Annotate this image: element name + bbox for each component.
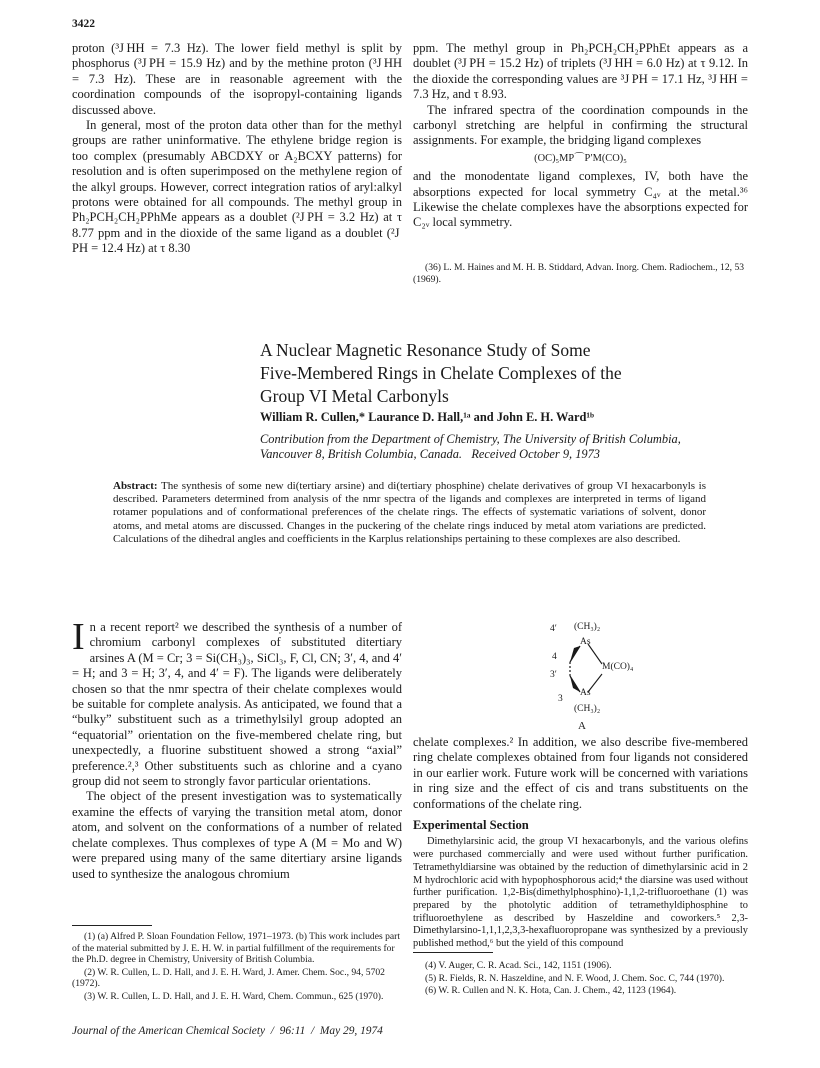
arsenic-label: As bbox=[580, 688, 591, 698]
footnote: (6) W. R. Cullen and N. K. Hota, Can. J. Chem., 42, 1123 (1964). bbox=[425, 985, 677, 996]
paragraph-text: n a recent report² we described the synthesis of a number of chromium carbonyl complexes of substituted ditertiary arsines A (M = Cr; 3 = Si(CH₃)₃, SiCl₃, F, Cl, CN; 3′, 4, and 4′ = H; and 3 = H; 3′, 4, and 4′ = F). The ligands were deliberately chosen so that the nmr spectra of their chelate complexes would be suitable for complete analysis. As anticipated, we found that a “bulky” substituent such as a trimethylsilyl group adopted an “equatorial” orientation on the five-membered chelate ring, but unexpectedly, a fluorine substituent showed a strong “axial” preference.²,³ Other substituents such as chlorine and a cyano group did not seem to strongly favor particular orientations. bbox=[72, 620, 402, 789]
paragraph: Dimethylarsinic acid, the group VI hexacarbonyls, and the various olefins were purchased commercially and were used without further purification. Tetramethyldiarsine was obtained by the reduction of dimethylarsinic acid in 2 M hydrochloric acid with hypophosphorous acid;⁴ the diarsine was used without further purification. 1,2-Bis(dimethylphosphino)-1,1,2-trifluoroethane (1) was prepared by the photolytic addition of tetramethyldiphosphine to trifluoroethylene as described by Haszeldine and coworkers.⁵ 2,3-Dimethylarsino-1,1,1,2,3,3-hexafluoropropane was synthesized by a previously published method,⁶ but the yield of this compound bbox=[413, 836, 748, 950]
methyl-group-label: (CH₃)₂ bbox=[574, 704, 601, 714]
footnotes-left bbox=[72, 931, 402, 1003]
affiliation bbox=[260, 432, 748, 462]
abstract bbox=[113, 480, 706, 546]
paragraph: ppm. The methyl group in Ph₂PCH₂CH₂PPhEt appears as a doublet (³J PH = 15.2 Hz) of triplets (³J HH = 6.0 Hz) at τ 9.12. In the dioxide the corresponding values are ³J PH = 17.1 Hz, ³J HH = 7.3 Hz, and τ 8.93. bbox=[413, 41, 748, 102]
footnotes-right bbox=[413, 960, 748, 998]
chelate-structure-diagram bbox=[536, 618, 676, 718]
position-label-4: 4 bbox=[552, 652, 557, 662]
drop-cap: I bbox=[72, 616, 85, 658]
footnote: (1) (a) Alfred P. Sloan Foundation Fellow, 1971–1973. (b) This work includes part of the material submitted by J. E. H. W. in partial fulfillment of the requirements for the Ph.D. degree in Chemistry, University of British Columbia. bbox=[72, 931, 401, 965]
authors: William R. Cullen,* Laurance D. Hall,¹ᵃ and John E. H. Ward¹ᵇ bbox=[260, 410, 595, 424]
paragraph: chelate complexes.² In addition, we also describe five-membered ring chelate complexes obtained from four ligands not considered in our earlier work. Future work will be concerned with variations in ring size and the effect of cis and trans substituents on the conformations of the chelate ring. bbox=[413, 735, 748, 811]
abstract-text: The synthesis of some new di(tertiary arsine) and di(tertiary phosphine) chelate derivatives of group VI hexacarbonyls is described. Parameters determined from analysis of the nmr spectra of the ligands and complexes are interpreted in terms of ligand rotamer populations and of conformational preferences of the chelate rings. The effects of systematic variations of solvent, donor atoms, and metal atoms are discussed. Changes in the puckering of the chelate rings induced by metal atom variations are predicted. Calculations of the dihedral angles and coefficients in the Karplus relationships pertaining to these complexes are also described. bbox=[113, 480, 706, 545]
structure-caption: A bbox=[578, 720, 586, 732]
journal-footer: Journal of the American Chemical Society / 96:11 / May 29, 1974 bbox=[72, 1025, 383, 1037]
body-right-column bbox=[413, 735, 748, 951]
left-top-column bbox=[72, 41, 402, 257]
footnote: (2) W. R. Cullen, L. D. Hall, and J. E. H. Ward, J. Amer. Chem. Soc., 94, 5702 (1972). bbox=[72, 966, 385, 989]
metal-carbonyl-label: M(CO)₄ bbox=[602, 662, 634, 672]
footnote-rule bbox=[72, 925, 152, 926]
paragraph: In general, most of the proton data other than for the methyl groups are rather uninformative. The ethylene bridge region is too complex (presumably ABCDXY or A₂BCXY patterns) for resolution and is often superimposed on the methylene region of the alkyl groups. However, correct integration ratios of aryl:alkyl protons were obtained for all compounds. The methyl group in Ph₂PCH₂CH₂PPhMe appears as a doublet (²J PH = 3.2 Hz) at τ 8.77 ppm and in the dioxide of the same ligand as a doublet (²J PH = 12.4 Hz) at τ 8.30 bbox=[72, 118, 402, 256]
footnote-text: (36) L. M. Haines and M. H. B. Stiddard, Advan. Inorg. Chem. Radiochem., 12, 53 (1969). bbox=[413, 262, 745, 285]
footnote-36 bbox=[413, 262, 748, 285]
article-title bbox=[260, 339, 720, 407]
paragraph bbox=[72, 616, 402, 789]
affiliation-line: Vancouver 8, British Columbia, Canada. Received October 9, 1973 bbox=[260, 447, 600, 461]
title-line: A Nuclear Magnetic Resonance Study of Some bbox=[260, 340, 591, 360]
affiliation-line: Contribution from the Department of Chemistry, The University of British Columbia, bbox=[260, 432, 681, 446]
paragraph: proton (³J HH = 7.3 Hz). The lower field methyl is split by phosphorus (³J PH = 15.9 Hz) and by the methine proton (³J HH = 7.3 Hz). These are in reasonable agreement with the coordination compounds of the isopropyl-containing ligands discussed above. bbox=[72, 41, 402, 117]
paragraph: and the monodentate ligand complexes, IV, both have the absorptions expected for local symmetry C₄ᵥ at the metal.³⁶ Likewise the chelate complexes have the absorptions expected for C₂ᵥ local symmetry. bbox=[413, 169, 748, 230]
position-label-4prime: 4′ bbox=[550, 624, 557, 634]
footnote-rule bbox=[413, 952, 493, 953]
body-left-column bbox=[72, 616, 402, 882]
arsenic-label: As bbox=[580, 637, 591, 647]
right-top-column bbox=[413, 41, 748, 231]
title-line: Group VI Metal Carbonyls bbox=[260, 385, 449, 406]
title-line: Five-Membered Rings in Chelate Complexes of the bbox=[260, 362, 622, 383]
chemical-equation: (OC)₅MP⌒P′M(CO)₅ bbox=[534, 152, 627, 164]
footnote: (5) R. Fields, R. N. Haszeldine, and N. F. Wood, J. Chem. Soc. C, 744 (1970). bbox=[425, 972, 725, 984]
paragraph: The object of the present investigation was to systematically examine the effects of varying the transition metal atom, donor atom, and solvent on the conformations of a number of related chelate complexes. Thus complexes of type A (M = Mo and W) were prepared using many of the same ditertiary arsine ligands used to synthesize the analogous chromium bbox=[72, 789, 402, 881]
as-metal-bond bbox=[588, 644, 602, 664]
methyl-group-label: (CH₃)₂ bbox=[574, 622, 601, 632]
abstract-label: Abstract: bbox=[113, 480, 158, 492]
position-label-3prime: 3′ bbox=[550, 670, 557, 680]
section-heading: Experimental Section bbox=[413, 818, 529, 833]
footnote: (4) V. Auger, C. R. Acad. Sci., 142, 1151 (1906). bbox=[425, 960, 612, 971]
footnote: (3) W. R. Cullen, L. D. Hall, and J. E. H. Ward, Chem. Commun., 625 (1970). bbox=[84, 990, 384, 1002]
position-label-3: 3 bbox=[558, 694, 563, 704]
paragraph: The infrared spectra of the coordination compounds in the carbonyl stretching are helpful in confirming the structural assignments. For example, the bridging ligand complexes bbox=[413, 102, 748, 148]
page-number: 3422 bbox=[72, 18, 95, 30]
